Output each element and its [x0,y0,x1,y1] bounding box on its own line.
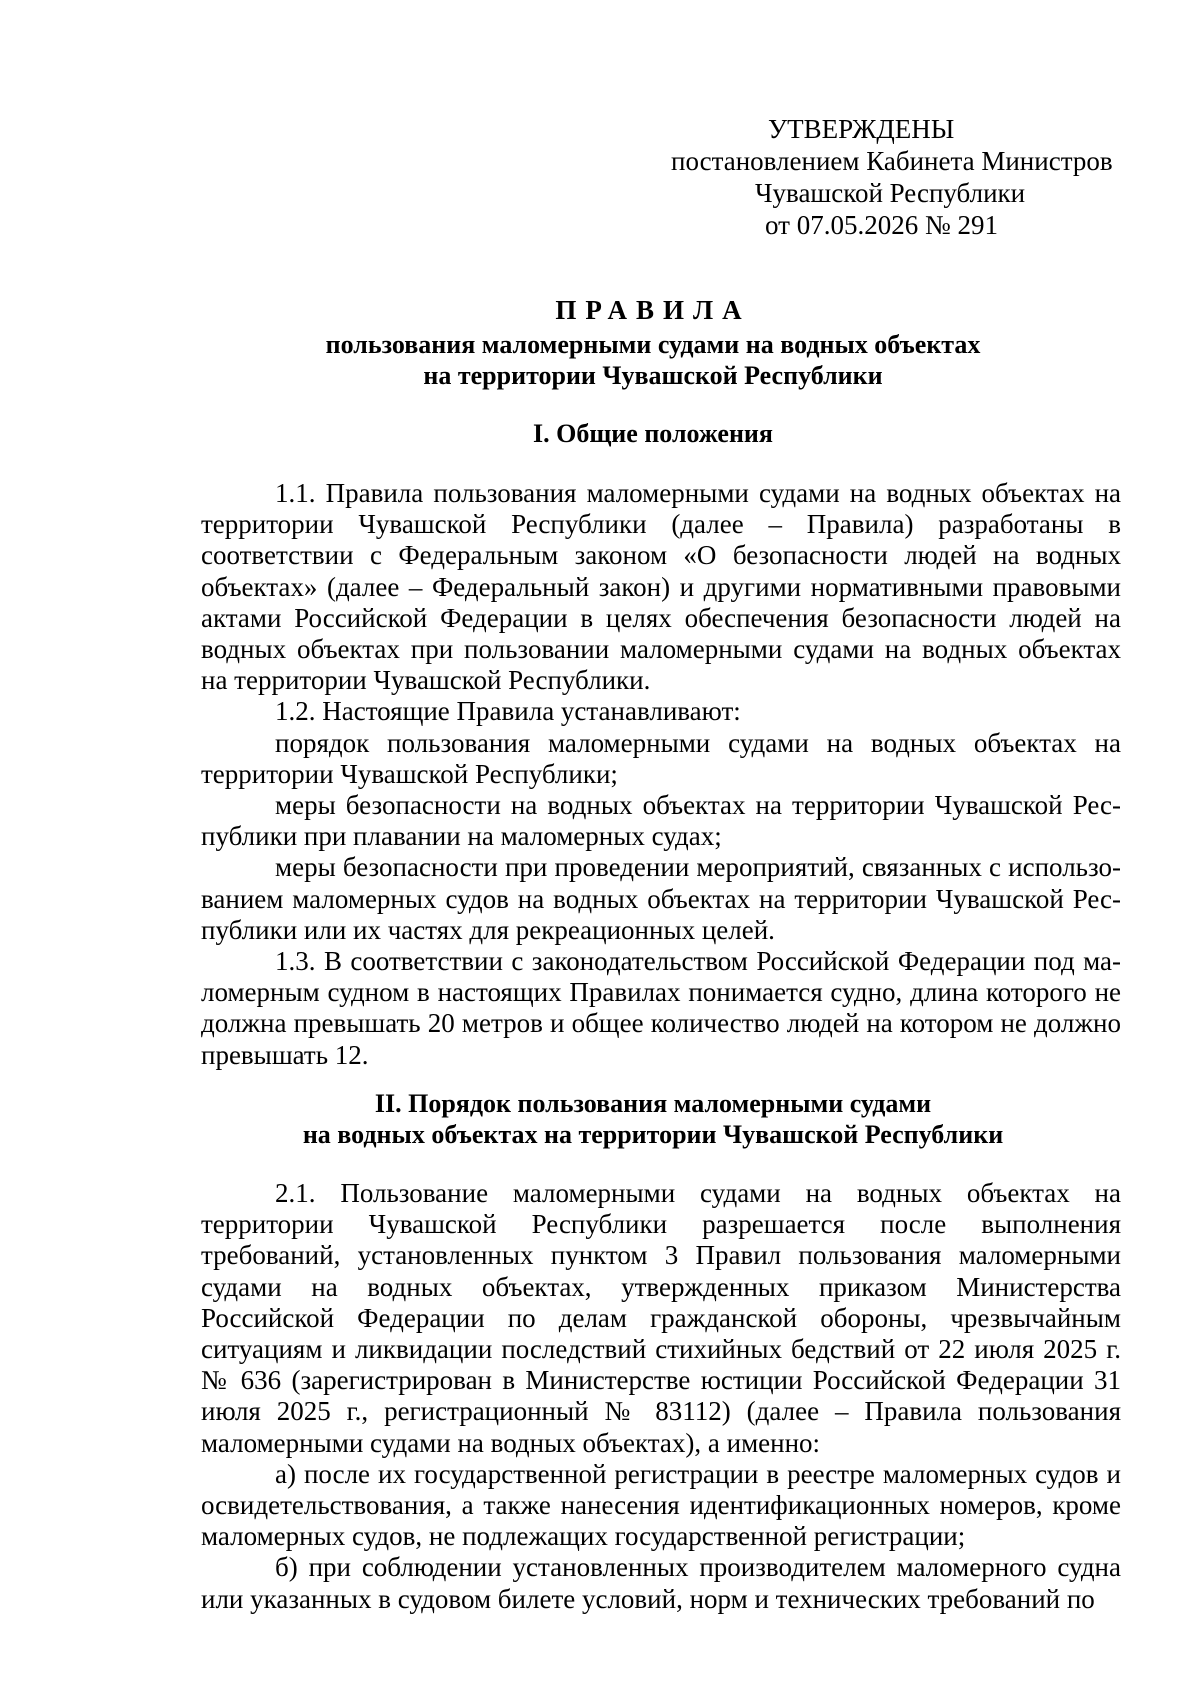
section-2-body [201,1178,1121,1615]
approval-republic: Чувашской Республики [755,178,1026,208]
section-2-title [190,1088,1116,1150]
paragraph-1-3: 1.3. В соответствии с законодательством Российской Федерации под маломерным судном в настоящих Правилах понимается судно, длина которого не должна превышать 20 метров и общее количество людей на котором не должно превышать 12. [201,946,1121,1070]
approval-date-number: от 07.05.2026 № 291 [765,210,998,240]
paragraph-2-1: 2.1. Пользование маломерными судами на водных объектах на территории Чувашской Республики разрешается после выполнения требований, установленных пунктом 3 Правил пользования маломерными судами на водных объектах, утвержденных приказом Министерства Российской Федерации по делам гражданской обороны, чрезвычайным ситуациям и ликвидации последствий стихийных бедствий от 22 июля 2025 г. № 636 (зарегистрирован в Министерстве юстиции Российской Федерации 31 июля 2025 г., регистрационный № 83112) (далее – Правила пользования маломерными судами на водных объектах), а именно: [201,1178,1121,1458]
paragraph-1-2: 1.2. Настоящие Правила устанавливают: [275,696,741,727]
approval-authority: постановлением Кабинета Министров [671,146,1113,176]
section-1-title: I. Общие положения [533,419,773,448]
document-subtitle-2: на территории Чувашской Республики [423,361,883,390]
list-item-safety-events: меры безопасности при проведении мероприятий, связанных с использованием маломерных судов на водных объектах на территории Чувашской Республики или их частях для рекреационных целей. [201,852,1121,945]
section-2-title-line-1: II. Порядок пользования маломерными судами [374,1089,932,1118]
list-item-safety-sailing: меры безопасности на водных объектах на территории Чувашской Республики при плавании на маломерных судах; [201,790,1121,852]
document-subtitle-1: пользования маломерными судами на водных объектах [325,330,981,359]
list-item-a: а) после их государственной регистрации в реестре маломерных судов и освидетельствования, а также нанесения идентификационных номеров, кроме маломерных судов, не подлежащих государственной регистрации; [201,1458,1121,1552]
list-item-b: б) при соблюдении установленных производителем маломерного судна или указанных в судовом билете условий, норм и технических требований по [201,1552,1121,1614]
section-2-title-line-2: на водных объектах на территории Чувашской Республики [302,1120,1004,1149]
section-1-body [201,478,1121,1071]
approval-title: УТВЕРЖДЕНЫ [768,114,955,144]
document-title-block [190,295,1116,391]
paragraph-1-1: 1.1. Правила пользования маломерными судами на водных объектах на территории Чувашской Республики (далее – Правила) разработаны в соответствии с Федеральным законом «О безопасности людей на водных объектах» (далее – Федеральный закон) и другими нормативными правовыми актами Российской Федерации в целях обеспечения безопасности людей на водных объектах при пользовании маломерными судами на водных объектах на территории Чувашской Республики. [201,478,1121,696]
document-heading: ПРАВИЛА [555,295,751,325]
list-item-order: порядок пользования маломерными судами на водных объектах на территории Чувашской Республики; [201,727,1121,789]
approval-stamp [640,113,1120,241]
